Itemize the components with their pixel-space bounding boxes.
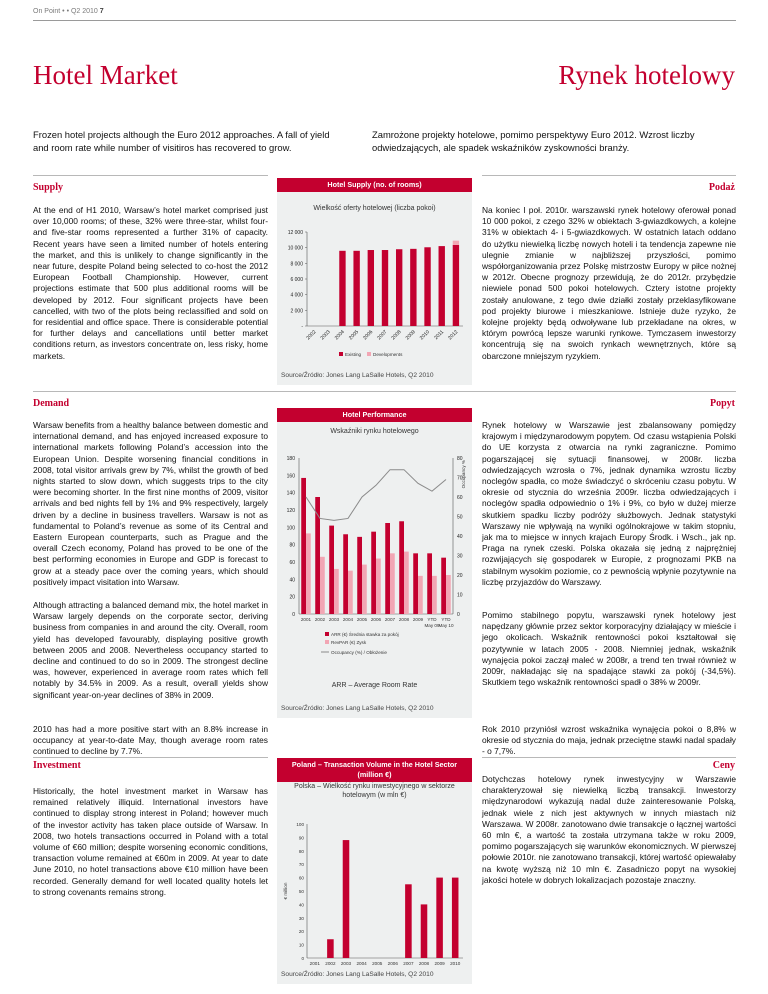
performance-xtick-label: 2004 xyxy=(342,617,354,622)
performance-line-occupancy xyxy=(306,470,446,521)
performance-legend-swatch-arr xyxy=(325,632,329,636)
investment-heading-pl: Ceny xyxy=(712,760,735,771)
transaction-xtick-label: 2007 xyxy=(403,961,414,966)
supply-legend-existing: Existing xyxy=(345,352,362,357)
header-rule xyxy=(33,20,736,21)
investment-rule-right xyxy=(482,757,736,758)
supply-rule-left xyxy=(33,175,268,176)
performance-bar-arr xyxy=(399,521,404,614)
performance-ytick-right: 40 xyxy=(457,534,463,540)
performance-ytick-left: 180 xyxy=(286,456,295,462)
transaction-ytick-label: 50 xyxy=(298,889,304,894)
transaction-xtick-label: 2006 xyxy=(387,961,398,966)
performance-ytick-right: 70 xyxy=(457,475,463,482)
transaction-bar xyxy=(421,904,428,958)
transaction-ytick-label: 40 xyxy=(298,902,304,908)
title-en: Hotel Market xyxy=(33,60,178,90)
performance-ytick-left: 20 xyxy=(289,594,295,601)
supply-bar-existing xyxy=(368,250,374,326)
performance-bar-revpar xyxy=(418,576,423,614)
supply-xtick-label: 2003 xyxy=(319,329,332,342)
supply-legend-developments: Developments xyxy=(373,352,403,357)
performance-bar-arr xyxy=(427,553,432,614)
supply-bar-existing xyxy=(424,247,430,326)
supply-xtick-label: 2008 xyxy=(390,329,403,342)
transaction-ytick-label: 70 xyxy=(298,862,304,868)
performance-chart-box xyxy=(277,408,472,718)
supply-bar-existing xyxy=(453,245,459,326)
supply-xtick-label: 2012 xyxy=(447,329,460,342)
performance-ytick-left: 60 xyxy=(289,560,295,566)
transaction-ytick-label: 20 xyxy=(298,929,304,935)
demand-text-pl-2: Pomimo stabilnego popytu, warszawski rynek hotelowy jest napędzany głównie przez sektor korporacyjny działający w mieście i jego okolicach. Wskaźnik rentowności pokoi kształtował się pozytywnie w latach 2005 - 2008. Niemniej jednak, wskaźnik wynajęcia pokoi zaczął maleć w 2008r, a trend ten trwał również w 2009r, nakładając się na spadające stawki za pokój (-34,5%). Skutkiem tego wskaźnik rentowności spadł o 38% w 2009r. xyxy=(482,610,736,688)
performance-ytick-right: 20 xyxy=(457,573,463,579)
intro-pl: Zamrożone projekty hotelowe, pomimo perspektywy Euro 2012. Wzrost liczby odwiedzających, ale spadek wskaźników zyskowności branży. xyxy=(372,129,695,153)
performance-bar-arr xyxy=(343,534,348,614)
performance-bar-revpar xyxy=(362,565,367,614)
performance-ytick-right: 10 xyxy=(457,592,463,599)
supply-bar-existing xyxy=(339,251,345,326)
investment-heading-en: Investment xyxy=(33,760,81,771)
transaction-bar xyxy=(405,884,412,958)
supply-xtick-label: 2007 xyxy=(376,329,389,342)
transaction-bar xyxy=(343,840,350,958)
demand-text-en-2: Although attracting a balanced demand mix, the hotel market in Warsaw largely depends on the corporate sector, deriving business from companies in and around the city. Overall, room yield has developed favourably, displaying positive growth between 2005 and 2008. Nevertheless occupancy started to decline and continued to do so in 2009. The strongest decline was, however, experienced in average room rates which fell notably by 34.5% in 2009. As a result, overall yields show significant year-on-year declines of 38% in 2009. xyxy=(33,600,268,700)
demand-rule xyxy=(33,391,736,392)
performance-bar-arr xyxy=(329,526,334,614)
supply-ytick-label: 10 000 xyxy=(287,245,303,252)
performance-bar-revpar xyxy=(334,569,339,614)
supply-rule-right xyxy=(482,175,736,176)
supply-text-en: At the end of H1 2010, Warsaw’s hotel market comprised just over 10,000 rooms; of these, 32% were three-star, whilst four- and five-star rooms represented a further 31% of capacity. Recent years have seen a limited number of hotels entering the market, and this is unlikely to change significantly in the near future, despite Poland being selected to co-host the 2012 European Football Championship. However, current projections estimate that 500 plus additional rooms will be developed by 2012. Four significant projects have been cancelled, with two of the plots being reclassified and sold on for residential and office space. There is considerable potential for further delays and cancellations until better market conditions return, as investors concentrate on, less risky, home markets. xyxy=(33,205,268,361)
supply-chart-box xyxy=(277,178,472,385)
demand-heading-pl: Popyt xyxy=(710,398,735,409)
performance-ytick-right: 30 xyxy=(457,553,463,560)
transaction-chart-title: Poland – Transaction Volume in the Hotel Sector (million €) xyxy=(277,758,472,782)
performance-bar-revpar xyxy=(432,576,437,614)
investment-rule-left xyxy=(33,757,268,758)
performance-ytick-left: 160 xyxy=(286,473,295,480)
performance-bar-revpar xyxy=(390,553,395,614)
supply-chart-subtitle: Wielkość oferty hotelowej (liczba pokoi) xyxy=(313,205,436,212)
transaction-xtick-label: 2009 xyxy=(434,961,445,966)
transaction-xtick-label: 2005 xyxy=(372,961,383,966)
performance-ylabel-right: Occupancy % xyxy=(461,460,466,489)
performance-bar-revpar xyxy=(446,575,451,614)
investment-text-en: Historically, the hotel investment market in Warsaw has remained relatively illiquid. International investors have continued to display strong interest in Poland; however much of the investor activity has taken place outside of Warsaw. In 2008, two hotels transactions occurred in Poland with a total volume of €60 million; despite worsening economic conditions, transaction volume remained at €60m in 2009. At year to date June 2010, no hotel transactions above €10 million have been recorded. Generally demand for well located quality hotels let to strong covenants remains strong. xyxy=(33,786,268,897)
performance-legend-occupancy: Occupancy (%) / Obłożenie xyxy=(331,650,387,655)
performance-bar-arr xyxy=(413,553,418,614)
supply-ytick-label: 6 000 xyxy=(290,277,303,283)
transaction-chart-source: Source/Źródło: Jones Lang LaSalle Hotels, Q2 2010 xyxy=(281,971,434,978)
transaction-xtick-label: 2004 xyxy=(356,961,367,966)
performance-ytick-left: 140 xyxy=(286,490,295,497)
transaction-ytick-label: 100 xyxy=(296,822,304,827)
performance-ytick-left: 0 xyxy=(292,612,295,618)
performance-ytick-right: 50 xyxy=(457,514,463,521)
performance-ytick-right: 80 xyxy=(457,456,463,462)
performance-bar-revpar xyxy=(306,533,311,614)
transaction-xtick-label: 2003 xyxy=(340,961,352,966)
supply-bar-existing xyxy=(382,250,388,326)
transaction-xtick-label: 2010 xyxy=(450,961,461,966)
supply-xtick-label: 2004 xyxy=(333,329,346,342)
performance-bar-revpar xyxy=(348,571,353,614)
demand-text-en: Warsaw benefits from a healthy balance between domestic and international demand, and has enjoyed increased exposure to international markets following Poland’s accession into the European Union. Despite worsening financial conditions in 2008, total visitor arrivals grew by 7%, whilst the growth of bed nights started to slow down, which suggests trips to the city were becoming shorter. In the first nine months of 2009, visitor arrivals and bed nights fell by 1% and 9% respectively, largely driven by a decline in business travellers. Warsaw is not as fundamental to Poland’s revenue as some of its Central and Eastern European counterparts, such as Prague and the overall Czech economy, Poland has proved to be one of the best performing economies in Europe and GDP is forecast to grow at a steady pace over the coming years, which should positively impact visitation into Warsaw. xyxy=(33,420,268,587)
performance-bar-revpar xyxy=(404,552,409,614)
intro-en: Frozen hotel projects although the Euro 2012 approaches. A fall of yield and room rate while number of visitiros has recovered to grow. xyxy=(33,129,330,153)
supply-chart-source: Source/Źródło: Jones Lang LaSalle Hotels, Q2 2010 xyxy=(281,372,434,379)
transaction-ytick-label: 60 xyxy=(298,875,304,881)
transaction-chart-box xyxy=(277,758,472,984)
supply-bar-existing xyxy=(439,246,445,326)
performance-xtick-label: May 09 xyxy=(424,623,440,628)
supply-bar-existing xyxy=(353,251,359,326)
performance-legend-swatch-revpar xyxy=(325,640,329,644)
performance-chart-note: ARR – Average Room Rate xyxy=(331,682,418,689)
performance-xtick-label: 2003 xyxy=(328,617,340,622)
performance-bar-arr xyxy=(441,558,446,614)
transaction-ytick-label: 10 xyxy=(298,942,304,948)
supply-legend-swatch-existing xyxy=(339,352,343,356)
supply-bar-existing xyxy=(410,249,416,326)
demand-text-pl: Rynek hotelowy w Warszawie jest zbalansowany pomiędzy krajowym i międzynarodowym popytem. Od czasu wstąpienia Polski do UE korzysta z otwarcia na rynki zagraniczne. Pomimo pogarszającej się sytuacji finansowej, w 2008r. liczba odwiedzających wzrosła o 7%, jednak dynamika wzrostu liczby noclegów spadła, co może świadczyć o skróceniu czasu pobytu. W okresie od stycznia do września 2009r. liczba odwiedzających i noclegów spadła odpowiednio o 1% i 9%, co było w dużej mierze skutkiem spadku liczby podróży służbowych. Jednak statystyki Warszawy nie wpływają na wyniki ogólnokrajowe w takim stopniu, jak ma to miejsce w innych krajach Europy Środk. i Wsch., jak np. Praga na rynek czeski. Polska okazała się jedną z najprężniej rozwijających się gospodarek w Europie, z prognozami PKB na stabilnym wysokim poziomie, co z pewnością wpłynie pozytywnie na liczbę przyjazdów do Warszawy. xyxy=(482,420,736,587)
supply-ytick-label: 12 000 xyxy=(287,230,303,236)
running-header xyxy=(33,8,104,15)
transaction-bar xyxy=(327,939,334,958)
performance-xtick-label: May 10 xyxy=(438,623,454,628)
transaction-ytick-label: 80 xyxy=(298,848,304,854)
performance-chart xyxy=(277,446,472,671)
performance-xtick-label: YTD xyxy=(441,617,451,622)
demand-text-pl-3: Rok 2010 przyniósł wzrost wskaźnika wynajęcia pokoi o 8,8% w okresie od stycznia do maja, jednak przeciętne stawki nadal spadały - o 7,7%. xyxy=(482,724,736,757)
performance-xtick-label: YTD xyxy=(427,617,437,622)
performance-xtick-label: 2002 xyxy=(314,617,326,622)
performance-chart-source: Source/Źródło: Jones Lang LaSalle Hotels, Q2 2010 xyxy=(281,705,434,712)
supply-bar-existing xyxy=(396,249,402,326)
performance-ytick-left: 80 xyxy=(289,542,295,549)
transaction-chart-subtitle: Polska – Wielkość rynku inwestycyjnego w sektorze hotelowym (w mln €) xyxy=(294,783,455,799)
supply-xtick-label: 2002 xyxy=(305,329,318,342)
page-number: 7 xyxy=(99,8,104,15)
investment-text-pl: Dotychczas hotelowy rynek inwestycyjny w Warszawie charakteryzował się niewielką liczbą transakcji. Inwestorzy międzynarodowi wykazują nadal duże zainteresowanie Polską, jednak wiele z nich jest aktywnych w innych miastach niż Warszawa. W 2008r. zanotowano dwie transakcje o łącznej wartości 60 mln €, a wartość ta została utrzymana także w roku 2009, pomimo pogarszających się warunków ekonomicznych. W pierwszej połowie 2010r. nie zanotowano transakcji, której wartość opiewałaby na kwotę wyższą niż 10 mln €. Zasadniczo popyt na wysokiej jakości hotele w dobrych lokalizacjach pozostaje znaczny. xyxy=(482,774,736,885)
supply-bar-developments xyxy=(453,241,459,245)
supply-xtick-label: 2011 xyxy=(433,329,446,342)
performance-bar-arr xyxy=(301,478,306,614)
running-header-text: On Point • • Q2 2010 xyxy=(33,8,98,15)
supply-ytick-label: - xyxy=(301,324,303,330)
supply-xtick-label: 2010 xyxy=(418,329,431,342)
demand-heading-en: Demand xyxy=(33,398,70,409)
supply-ytick-label: 8 000 xyxy=(290,261,303,268)
transaction-ytick-label: 30 xyxy=(298,915,304,921)
performance-ytick-right: 0 xyxy=(457,612,460,618)
supply-chart-title: Hotel Supply (no. of rooms) xyxy=(277,178,472,192)
title-pl: Rynek hotelowy xyxy=(558,60,735,90)
performance-ytick-left: 100 xyxy=(286,525,295,532)
supply-ytick-label: 2 000 xyxy=(290,308,303,315)
supply-text-pl: Na koniec I poł. 2010r. warszawski rynek hotelowy oferował ponad 10 000 pokoi, z czego 32% w obiektach 3-gwiazdkowych, a kolejne 31% w obiektach 4- i 5-gwiazdkowych. W ostatnich latach oddano do użytku niewielką liczbę nowych hoteli i ta tendencja zapewne nie ulegnie zmianie w najbliższej przyszłości, pomimo współorganizowania przez Polskę mistrzostw Europy w piłce nożnej w 2012r. Obecne prognozy przewidują, że do 2012r. przybędzie niewiele ponad 500 pokoi hotelowych. Cztery istotne projekty zostały anulowane, z tego dwie działki zostały przeklasyfikowane pod projekty biurowe i mieszkaniowe. Istnieje duże ryzyko, że kolejne projekty będą odwoływane lub przekładane na okres, w którym powrócą lepsze warunki rynkowe. Tymczasem inwestorzy koncentrują się na swoich rynkach wewnętrznych, które są obarczone mniejszym ryzykiem. xyxy=(482,205,736,361)
performance-bar-arr xyxy=(371,532,376,614)
performance-bar-revpar xyxy=(320,557,325,614)
transaction-ytick-label: 0 xyxy=(301,956,304,961)
performance-xtick-label: 2007 xyxy=(384,617,396,622)
transaction-chart xyxy=(277,818,472,968)
transaction-xtick-label: 2002 xyxy=(325,961,336,966)
performance-ytick-left: 120 xyxy=(286,508,295,514)
supply-heading-en: Supply xyxy=(33,182,64,193)
supply-legend-swatch-developments xyxy=(367,352,371,356)
transaction-ylabel: € million xyxy=(283,882,288,900)
performance-bar-arr xyxy=(357,537,362,614)
demand-text-en-3: 2010 has had a more positive start with an 8.8% increase in occupancy at year-to-date May, though average room rates continued to decline by 7.7%. xyxy=(33,724,268,757)
transaction-xtick-label: 2001 xyxy=(309,961,320,966)
transaction-ytick-label: 90 xyxy=(298,835,304,841)
performance-chart-subtitle: Wskaźniki rynku hotelowego xyxy=(330,428,419,435)
performance-legend-revpar: RevPAR (€) Zysk xyxy=(331,640,367,645)
performance-legend-arr: ARR (€) Średnia stawka za pokój xyxy=(331,632,399,637)
supply-xtick-label: 2006 xyxy=(362,329,375,342)
transaction-bar xyxy=(452,878,459,958)
performance-xtick-label: 2005 xyxy=(356,617,368,622)
performance-xtick-label: 2008 xyxy=(398,617,410,622)
performance-xtick-label: 2009 xyxy=(412,617,424,622)
performance-chart-title: Hotel Performance xyxy=(277,408,472,422)
transaction-xtick-label: 2008 xyxy=(418,961,430,966)
transaction-bar xyxy=(436,878,443,958)
supply-chart xyxy=(277,224,472,364)
performance-bar-arr xyxy=(385,523,390,614)
supply-xtick-label: 2009 xyxy=(404,329,417,342)
supply-xtick-label: 2005 xyxy=(347,329,361,342)
supply-heading-pl: Podaż xyxy=(708,182,735,193)
performance-bar-revpar xyxy=(376,559,381,614)
performance-ytick-right: 60 xyxy=(457,495,463,501)
supply-ytick-label: 4 000 xyxy=(290,292,303,299)
performance-xtick-label: 2001 xyxy=(300,617,312,622)
performance-ytick-left: 40 xyxy=(289,577,295,584)
performance-xtick-label: 2006 xyxy=(370,617,382,622)
